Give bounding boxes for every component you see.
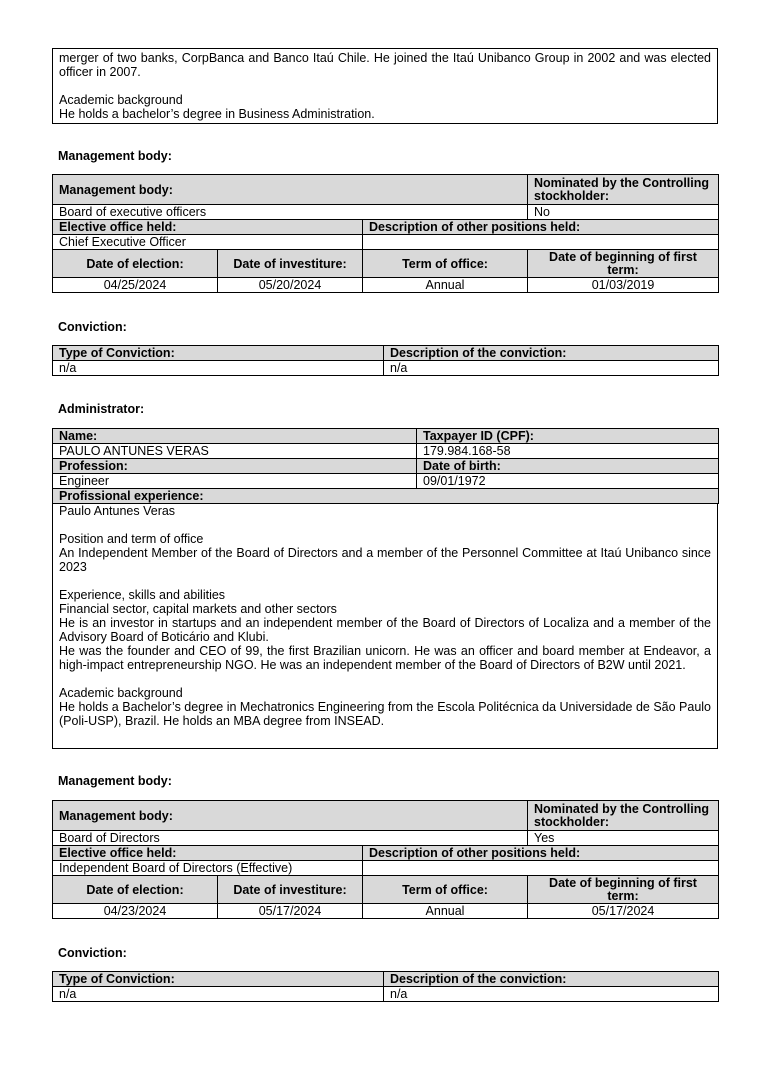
term-office-value: Annual (363, 278, 528, 293)
section-label-administrator: Administrator: (58, 402, 145, 416)
date-investiture-value: 05/20/2024 (218, 278, 363, 293)
date-election-value: 04/25/2024 (53, 278, 218, 293)
text-line: Paulo Antunes Veras (59, 504, 176, 518)
header-date-investiture: Date of investiture: (218, 250, 363, 278)
header-conviction-type: Type of Conviction: (53, 972, 384, 987)
text-line: He holds a bachelor’s degree in Business Administration. (59, 107, 375, 121)
term-office-value: Annual (363, 904, 528, 919)
header-name: Name: (53, 429, 417, 444)
text-line: He was the founder and CEO of 99, the first Brazilian unicorn. He was an officer and board member at Endeavor, a high-impact entrepreneurship NGO. He was an independent member of the Board of Directors of B2W until 2021. (59, 644, 711, 672)
text-line: merger of two banks, CorpBanca and Banco Itaú Chile. He joined the Itaú Unibanco Group in 2002 and was elected officer in 2007. (59, 51, 711, 79)
conviction-type-value: n/a (53, 987, 384, 1002)
header-experience: Profissional experience: (53, 489, 719, 504)
text-line: He is an investor in startups and an independent member of the Board of Directors of Localiza and a member of the Advisory Board of Boticário and Klubi. (59, 616, 711, 644)
text-line: An Independent Member of the Board of Directors and a member of the Personnel Committee at Itaú Unibanco since 2023 (59, 546, 711, 574)
header-dob: Date of birth: (417, 459, 719, 474)
header-management-body: Management body: (53, 801, 528, 831)
section-label-conviction: Conviction: (58, 946, 127, 960)
text-line: He holds a Bachelor’s degree in Mechatronics Engineering from the Escola Politécnica da Universidade de São Paulo (Poli-USP), Brazil. He holds an MBA degree from INSEAD. (59, 700, 712, 728)
date-election-value: 04/23/2024 (53, 904, 218, 919)
section-label-management-body: Management body: (58, 774, 172, 788)
dob-value: 09/01/1972 (417, 474, 719, 489)
elective-office-value: Independent Board of Directors (Effective) (53, 861, 363, 876)
header-conviction-description: Description of the conviction: (384, 346, 719, 361)
header-date-first-term: Date of beginning of first term: (528, 250, 719, 278)
date-investiture-value: 05/17/2024 (218, 904, 363, 919)
cpf-value: 179.984.168-58 (417, 444, 719, 459)
header-profession: Profession: (53, 459, 417, 474)
administrator-table (52, 428, 719, 504)
header-conviction-description: Description of the conviction: (384, 972, 719, 987)
header-management-body: Management body: (53, 175, 528, 205)
management-body-table (52, 800, 719, 919)
header-term-office: Term of office: (363, 876, 528, 904)
name-value: PAULO ANTUNES VERAS (53, 444, 417, 459)
header-nominated: Nominated by the Controlling stockholder: (528, 801, 719, 831)
date-first-term-value: 01/03/2019 (528, 278, 719, 293)
profession-value: Engineer (53, 474, 417, 489)
management-body-value: Board of Directors (53, 831, 528, 846)
header-other-positions: Description of other positions held: (363, 220, 719, 235)
text-line: Academic background (59, 93, 183, 107)
header-elective-office: Elective office held: (53, 846, 363, 861)
header-nominated: Nominated by the Controlling stockholder: (528, 175, 719, 205)
header-elective-office: Elective office held: (53, 220, 363, 235)
header-other-positions: Description of other positions held: (363, 846, 719, 861)
header-date-election: Date of election: (53, 250, 218, 278)
text-line: Position and term of office (59, 532, 204, 546)
conviction-table (52, 345, 719, 376)
other-positions-value (363, 235, 719, 250)
management-body-table (52, 174, 719, 293)
management-body-value: Board of executive officers (53, 205, 528, 220)
experience-box (52, 503, 718, 749)
nominated-value: No (528, 205, 719, 220)
header-conviction-type: Type of Conviction: (53, 346, 384, 361)
conviction-table (52, 971, 719, 1002)
header-cpf: Taxpayer ID (CPF): (417, 429, 719, 444)
section-label-conviction: Conviction: (58, 320, 127, 334)
text-line: Academic background (59, 686, 183, 700)
header-date-first-term: Date of beginning of first term: (528, 876, 719, 904)
date-first-term-value: 05/17/2024 (528, 904, 719, 919)
text-line: Financial sector, capital markets and other sectors (59, 602, 337, 616)
conviction-description-value: n/a (384, 987, 719, 1002)
header-date-investiture: Date of investiture: (218, 876, 363, 904)
continuation-box (52, 48, 718, 124)
section-label-management-body: Management body: (58, 149, 172, 163)
header-term-office: Term of office: (363, 250, 528, 278)
nominated-value: Yes (528, 831, 719, 846)
header-date-election: Date of election: (53, 876, 218, 904)
elective-office-value: Chief Executive Officer (53, 235, 363, 250)
other-positions-value (363, 861, 719, 876)
conviction-description-value: n/a (384, 361, 719, 376)
conviction-type-value: n/a (53, 361, 384, 376)
text-line: Experience, skills and abilities (59, 588, 226, 602)
